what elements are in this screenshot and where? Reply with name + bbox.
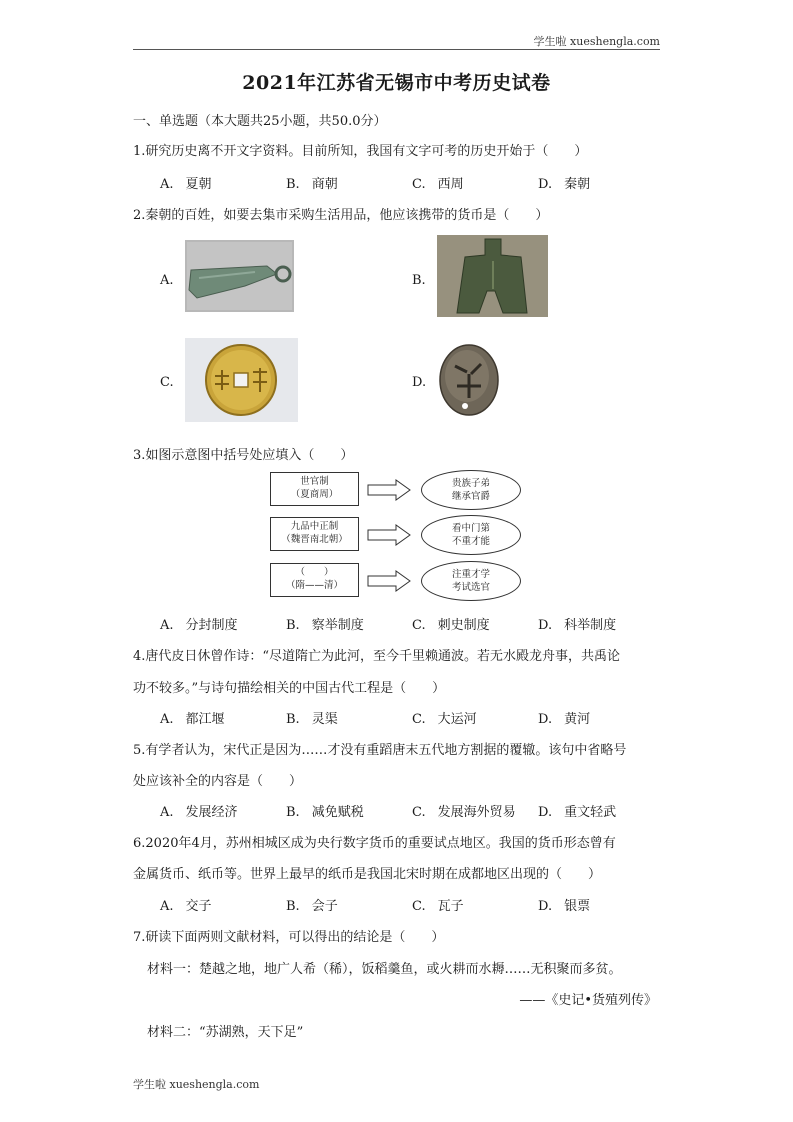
q4-option-d: D. 黄河 [538, 712, 591, 727]
q5-option-c: C. 发展海外贸易 [412, 805, 516, 820]
spade-coin-image [437, 235, 548, 317]
header-divider [133, 49, 660, 50]
knife-coin-image [185, 240, 294, 312]
q5-option-a: A. 发展经济 [160, 805, 238, 820]
diagram-box-3: （ ） （隋——清） [270, 563, 359, 597]
q2-label-d: D. [412, 375, 427, 390]
q7-material-2: 材料二：“苏湖熟，天下足” [147, 1025, 304, 1040]
q2-label-a: A. [160, 273, 174, 288]
diagram-box-1: 世官制 （夏商周） [270, 472, 359, 506]
q1-option-d: D. 秦朝 [538, 177, 591, 192]
q6-option-a: A. 交子 [160, 899, 212, 914]
footer-site-text: 学生啦 xueshengla.com [133, 1078, 260, 1091]
q2-label-c: C. [160, 375, 174, 390]
q5-stem-line-2: 处应该补全的内容是（ ） [133, 774, 303, 789]
diagram-oval-3: 注重才学 考试选官 [421, 561, 521, 601]
diagram-box-2: 九品中正制 （魏晋南北朝） [270, 517, 359, 551]
q4-stem-line-2: 功不较多。”与诗句描绘相关的中国古代工程是（ ） [133, 681, 446, 696]
q3-option-c: C. 刺史制度 [412, 618, 490, 633]
q6-option-b: B. 会子 [286, 899, 338, 914]
q6-stem-line-2: 金属货币、纸币等。世界上最早的纸币是我国北宋时期在成都地区出现的（ ） [133, 867, 602, 882]
q4-option-a: A. 都江堰 [160, 712, 225, 727]
q1-option-b: B. 商朝 [286, 177, 338, 192]
q3-option-d: D. 科举制度 [538, 618, 617, 633]
q6-option-d: D. 银票 [538, 899, 591, 914]
q3-option-b: B. 察举制度 [286, 618, 364, 633]
q4-option-c: C. 大运河 [412, 712, 477, 727]
q1-option-a: A. 夏朝 [160, 177, 212, 192]
diagram-oval-1: 贵族子弟 继承官爵 [421, 470, 521, 510]
q3-option-a: A. 分封制度 [160, 618, 238, 633]
q5-option-d: D. 重文轻武 [538, 805, 617, 820]
diagram-arrow-2 [366, 523, 412, 547]
page-title: 2021年江苏省无锡市中考历史试卷 [242, 72, 551, 94]
q1-option-c: C. 西周 [412, 177, 464, 192]
q2-label-b: B. [412, 273, 426, 288]
q2-stem: 2.秦朝的百姓，如要去集市采购生活用品，他应该携带的货币是（ ） [133, 208, 549, 223]
q1-stem: 1.研究历史离不开文字资料。目前所知，我国有文字可考的历史开始于（ ） [133, 144, 588, 159]
q4-option-b: B. 灵渠 [286, 712, 338, 727]
q7-stem: 7.研读下面两则文献材料，可以得出的结论是（ ） [133, 930, 445, 945]
q7-material-1: 材料一：楚越之地，地广人希（稀），饭稻羹鱼，或火耕而水耨……无积聚而多贫。 [147, 962, 622, 977]
diagram-arrow-3 [366, 569, 412, 593]
q5-stem-line-1: 5.有学者认为，宋代正是因为……才没有重蹈唐末五代地方割据的覆辙。该句中省略号 [133, 743, 627, 758]
q4-stem-line-1: 4.唐代皮日休曾作诗：“尽道隋亡为此河，至今千里赖通波。若无水殿龙舟事，共禹论 [133, 649, 621, 664]
ant-nose-coin-image [437, 342, 502, 420]
diagram-arrow-1 [366, 478, 412, 502]
header-site-text: 学生啦 xueshengla.com [533, 35, 660, 48]
diagram-oval-2: 看中门第 不重才能 [421, 515, 521, 555]
q6-option-c: C. 瓦子 [412, 899, 464, 914]
q7-source-1: ——《史记•货殖列传》 [519, 993, 657, 1008]
q3-stem: 3.如图示意图中括号处应填入（ ） [133, 448, 354, 463]
q5-option-b: B. 减免赋税 [286, 805, 364, 820]
section-heading: 一、单选题（本大题共25小题，共50.0分） [133, 114, 387, 129]
q6-stem-line-1: 6.2020年4月，苏州相城区成为央行数字货币的重要试点地区。我国的货币形态曾有 [133, 836, 616, 851]
banliang-coin-image [185, 338, 298, 422]
